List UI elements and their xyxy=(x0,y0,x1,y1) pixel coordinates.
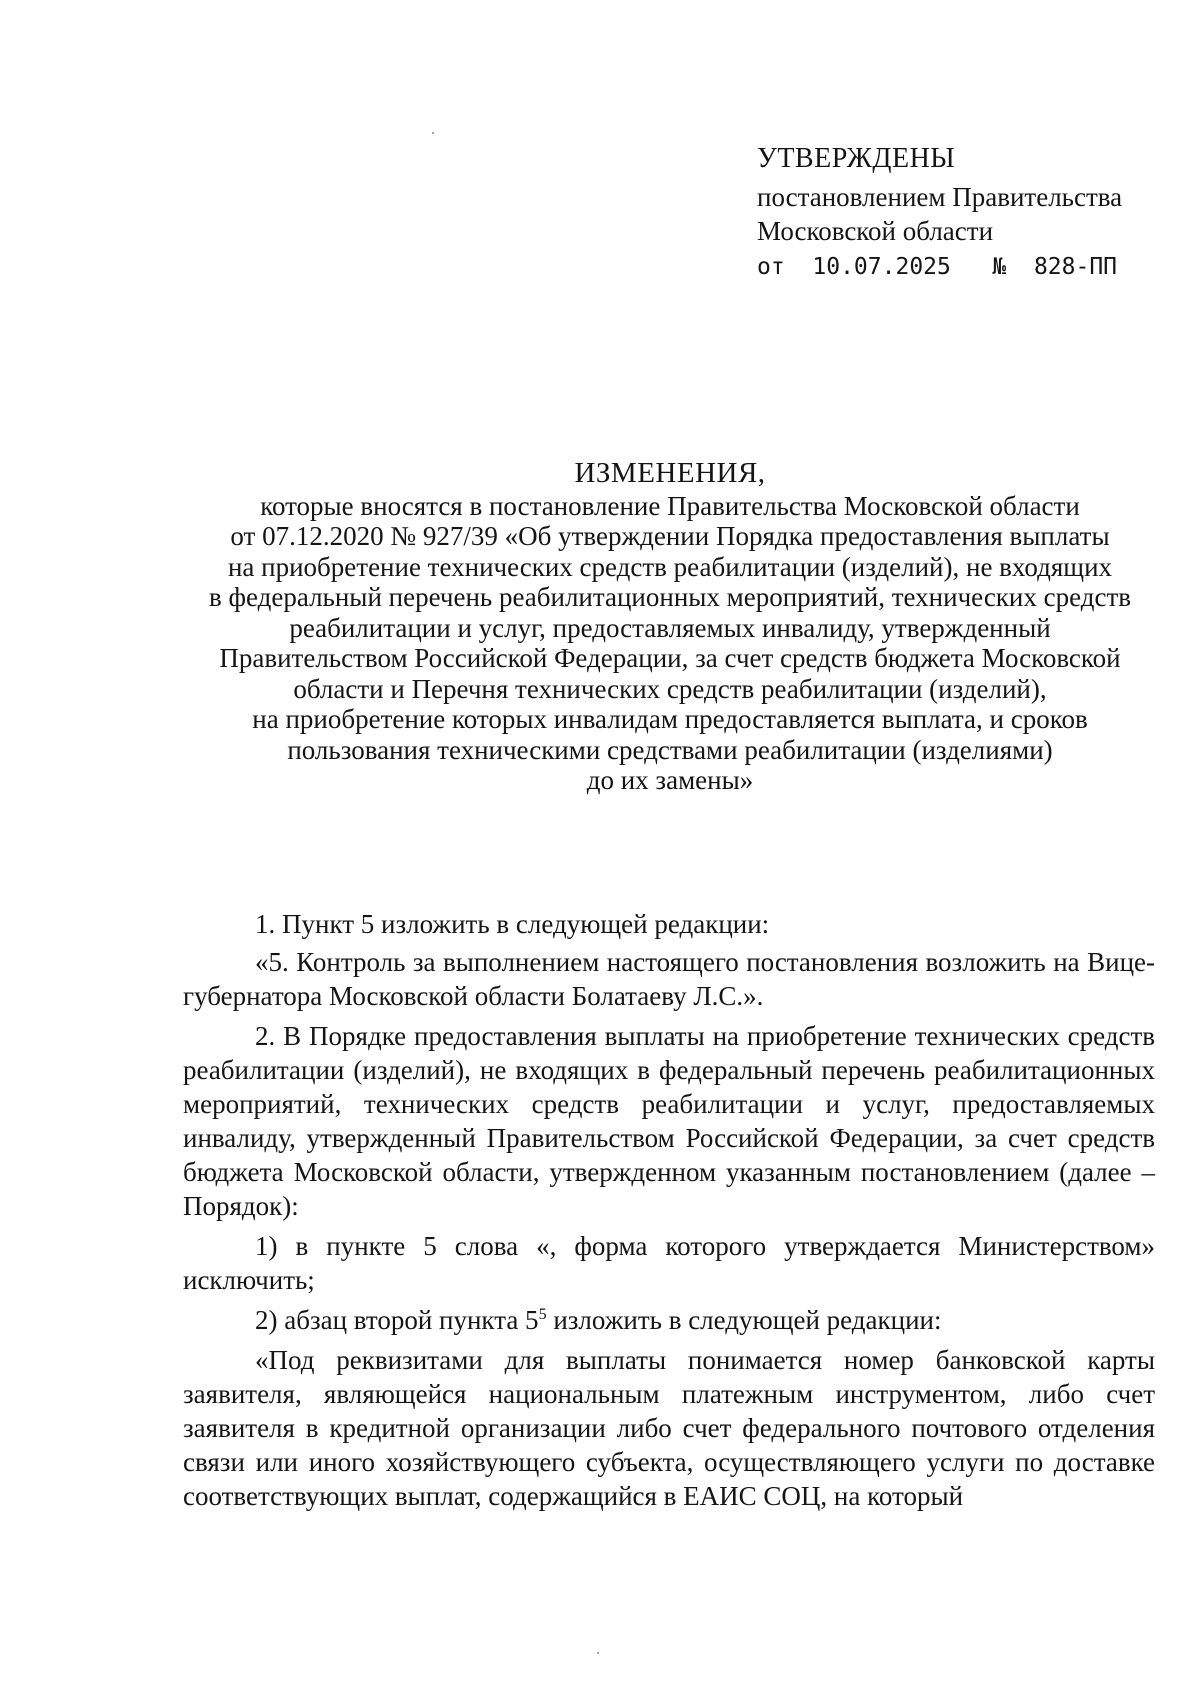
title-line: до их замены» xyxy=(586,765,754,795)
paragraph-item-1: 1. Пункт 5 изложить в следующей редакции: xyxy=(255,909,770,939)
title-line: в федеральный перечень реабилитационных мероприятий, технических средств xyxy=(209,582,1131,612)
subitem-2-text-start: 2) абзац второй пункта 5 xyxy=(255,1305,539,1335)
subitem-2-text-end: изложить в следующей редакции: xyxy=(546,1305,942,1335)
title-line: на приобретение которых инвалидам предоставляется выплата, и сроков xyxy=(252,704,1088,734)
scan-speck xyxy=(432,132,434,134)
title-line: пользования техническими средствами реабилитации (изделиями) xyxy=(287,734,1053,765)
title-line: от 07.12.2020 № 927/39 «Об утверждении Порядка предоставления выплаты xyxy=(230,521,1110,551)
paragraph-subitem-2 xyxy=(183,1303,1155,1337)
approval-date-number: от 10.07.2025 № 828-ПП xyxy=(757,254,1118,280)
title-line: Правительством Российской Федерации, за счет средств бюджета Московской xyxy=(219,643,1121,673)
approval-line-1: постановлением Правительства xyxy=(757,182,1123,212)
title-main: ИЗМЕНЕНИЯ, xyxy=(574,457,766,489)
title-line: на приобретение технических средств реабилитации (изделий), не входящих xyxy=(227,551,1113,582)
approval-stamp xyxy=(757,142,1177,284)
document-title xyxy=(180,458,1160,796)
approval-line-2: Московской области xyxy=(757,216,994,246)
title-line: области и Перечня технических средств реабилитации (изделий), xyxy=(293,673,1047,704)
paragraph-subitem-1: 1) в пункте 5 слова «, форма которого утверждается Министерством» исключить; xyxy=(183,1231,1155,1295)
title-line: реабилитации и услуг, предоставляемых инвалиду, утвержденный xyxy=(289,612,1051,643)
approval-heading: УТВЕРЖДЕНЫ xyxy=(757,143,956,174)
subitem-2-superscript: 5 xyxy=(538,1306,547,1323)
document-body xyxy=(183,907,1155,1519)
paragraph-item-1-text: «5. Контроль за выполнением настоящего постановления возложить на Вице-губернатора Московской области Болатаеву Л.С.». xyxy=(183,947,1155,1011)
paragraph-quoted-text: «Под реквизитами для выплаты понимается номер банковской карты заявителя, являющейся национальным платежным инструментом, либо счет заявителя в кредитной организации либо счет федерального почтового отделения связи или иного хозяйствующего субъекта, осуществляющего услуги по доставке соответствующих выплат, содержащийся в ЕАИС СОЦ, на который xyxy=(183,1345,1155,1511)
title-line: которые вносятся в постановление Правительства Московской области xyxy=(260,490,1080,521)
paragraph-item-2: 2. В Порядке предоставления выплаты на приобретение технических средств реабилитации (изделий), не входящих в федеральный перечень реабилитационных мероприятий, технических средств реабилитации и услуг, предоставляемых инвалиду, утвержденный Правительством Российской Федерации, за счет средств бюджета Московской области, утвержденном указанным постановлением (далее – Порядок): xyxy=(183,1021,1155,1221)
scan-speck xyxy=(597,1652,599,1654)
